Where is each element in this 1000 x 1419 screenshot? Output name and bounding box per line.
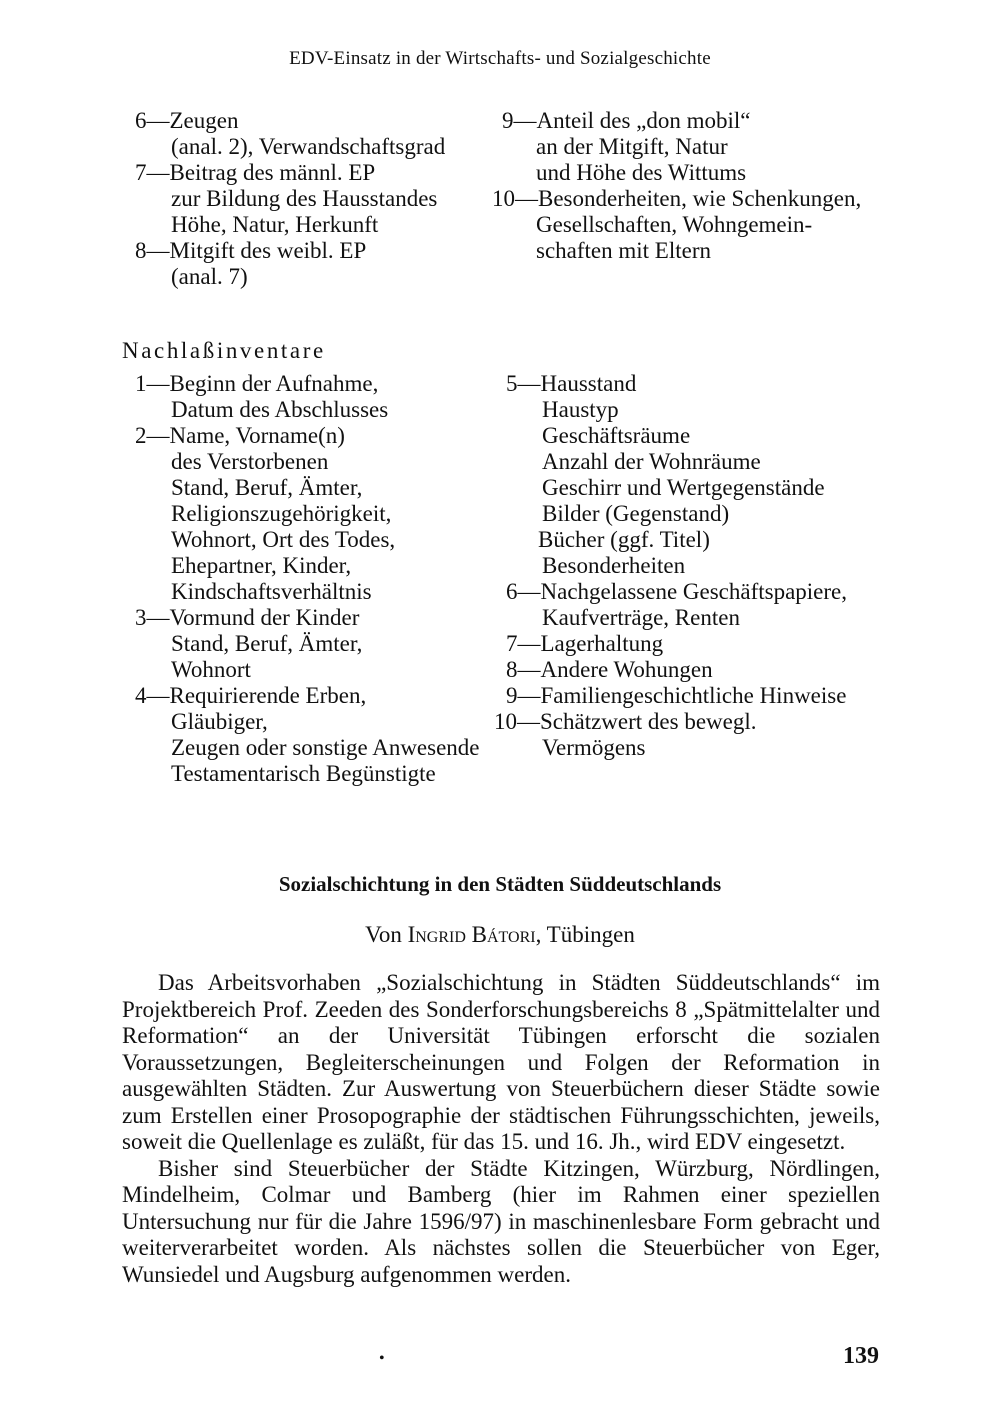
list-item: Geschirr und Wertgegenstände (542, 475, 825, 500)
list-item: Zeugen oder sonstige Anwesende (171, 735, 480, 760)
list-item: 8—Mitgift des weibl. EP (135, 238, 367, 263)
top-left-list (135, 108, 445, 290)
list-item: des Verstorbenen (171, 449, 329, 474)
byline-prefix: Von (365, 922, 408, 947)
list-item: 6—Zeugen (135, 108, 239, 133)
article-title: Sozialschichtung in den Städten Süddeutschlands (278, 872, 722, 896)
list-item: Testamentarisch Begünstigte (171, 761, 436, 786)
list-item: Haustyp (542, 397, 619, 422)
list-item: Wohnort, Ort des Todes, (171, 527, 396, 552)
footer-dot: • (379, 1350, 385, 1367)
list-item: Vermögens (542, 735, 646, 760)
list-item: (anal. 2), Verwandschaftsgrad (171, 134, 446, 159)
list-item: Ehepartner, Kinder, (171, 553, 352, 578)
byline (0, 922, 1000, 948)
inventory-left-list (135, 371, 480, 787)
list-item: 6—Nachgelassene Geschäftspapiere, (506, 579, 848, 604)
list-item: (anal. 7) (171, 264, 248, 289)
list-item: Stand, Beruf, Ämter, (171, 475, 363, 500)
list-item: 10—Schätzwert des bewegl. (494, 709, 757, 734)
list-item: 9—Anteil des „don mobil“ (502, 108, 751, 133)
list-item: Besonderheiten (542, 553, 686, 578)
list-item: und Höhe des Wittums (536, 160, 747, 185)
top-right-list (492, 108, 861, 264)
list-item: Geschäftsräume (542, 423, 691, 448)
list-item: Wohnort (171, 657, 251, 682)
inventory-right-list (494, 371, 847, 761)
list-item: Gesellschaften, Wohngemein- (536, 212, 813, 237)
list-item: Stand, Beruf, Ämter, (171, 631, 363, 656)
list-item: 3—Vormund der Kinder (135, 605, 360, 630)
byline-affiliation: , Tübingen (535, 922, 635, 947)
list-item: 9—Familiengeschichtliche Hinweise (506, 683, 847, 708)
list-item: schaften mit Eltern (536, 238, 711, 263)
list-item: Bilder (Gegenstand) (542, 501, 730, 526)
paragraph: Das Arbeitsvorhaben „Sozialschichtung in Städten Süddeutschlands“ im Projektbereich Prof. Zeeden des Sonderforschungsbereichs 8 „Spätmittelalter und Reformation“ an der Universität Tübingen erforscht die sozialen Voraussetzungen, Begleiterscheinungen und Folgen der Reformation in ausgewählten Städten. Zur Auswertung von Steuerbüchern dieser Städte sowie zum Erstellen einer Prosopographie der städtischen Führungsschichten, jeweils, soweit die Quellenlage es zuläßt, für das 15. und 16. Jh., wird EDV eingesetzt. (122, 970, 880, 1154)
list-item: 1—Beginn der Aufnahme, (135, 371, 379, 396)
list-item: 7—Lagerhaltung (506, 631, 664, 656)
list-item: 4—Requirierende Erben, (135, 683, 367, 708)
list-item: 7—Beitrag des männl. EP (135, 160, 376, 185)
list-item: Kaufverträge, Renten (542, 605, 740, 630)
list-item: 10—Besonderheiten, wie Schenkungen, (492, 186, 862, 211)
list-item: Religionszugehörigkeit, (171, 501, 392, 526)
author-name: Ingrid Bátori (407, 922, 536, 947)
article-body (122, 970, 880, 1288)
list-item: Datum des Abschlusses (171, 397, 389, 422)
list-item: Höhe, Natur, Herkunft (171, 212, 379, 237)
list-item: 5—Hausstand (506, 371, 637, 396)
list-item: Kindschaftsverhältnis (171, 579, 372, 604)
list-item: zur Bildung des Hausstandes (171, 186, 438, 211)
list-item: Gläubiger, (171, 709, 268, 734)
list-item: 8—Andere Wohungen (506, 657, 713, 682)
list-item: 2—Name, Vorname(n) (135, 423, 345, 448)
page-number: 139 (843, 1343, 879, 1369)
list-item: an der Mitgift, Natur (536, 134, 728, 159)
list-item: Bücher (ggf. Titel) (538, 527, 710, 552)
paragraph: Bisher sind Steuerbücher der Städte Kitzingen, Würzburg, Nördlingen, Mindelheim, Colmar und Bamberg (hier im Rahmen einer speziellen Untersuchung nur für die Jahre 1596/97) in maschinenlesbare Form gebracht und weiterverarbeitet worden. Als nächstes sollen die Steuerbücher von Eger, Wunsiedel und Augsburg aufgenommen werden. (122, 1155, 880, 1287)
section-heading: Nachlaßinventare (122, 338, 326, 363)
running-head: EDV-Einsatz in der Wirtschafts- und Sozialgeschichte (289, 48, 711, 69)
list-item: Anzahl der Wohnräume (542, 449, 761, 474)
